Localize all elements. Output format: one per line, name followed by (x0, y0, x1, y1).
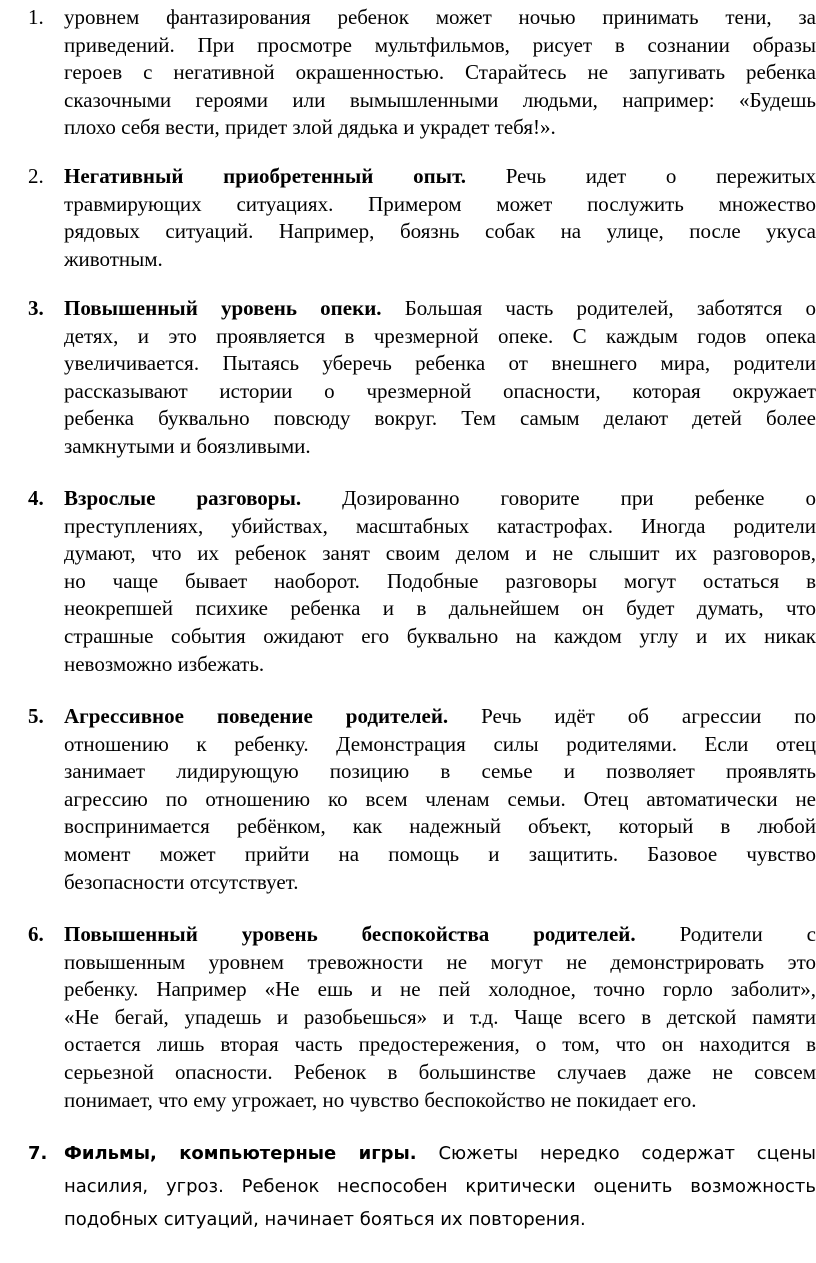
item-body (64, 921, 816, 1114)
text-line: но чаще бывает наоборот. Подобные разговоры могут остаться в (64, 568, 816, 593)
text-line: неокрепшей психике ребенка и в дальнейшем он будет думать, что (64, 596, 816, 621)
text-line: занимает лидирующую позицию в семье и позволяет проявлять (64, 759, 816, 784)
text-line: подобных ситуаций, начинает бояться их повторения. (64, 1209, 586, 1230)
text-line: понимает, что ему угрожает, но чувство беспокойство не покидает его. (64, 1087, 697, 1112)
text-line: замкнутыми и боязливыми. (64, 433, 311, 458)
text-line: преступлениях, убийствах, масштабных катастрофах. Иногда родители (64, 513, 816, 538)
item-text: Речь идет о пережитых (505, 164, 816, 188)
item-heading: Фильмы, компьютерные игры. (64, 1143, 417, 1164)
text-line-first (64, 1137, 816, 1170)
text-line-first (64, 921, 816, 949)
text-line-first (64, 295, 816, 323)
item-number: 3. (28, 296, 44, 320)
item-number: 1. (28, 5, 44, 29)
item-number: 2. (28, 164, 44, 188)
text-line: увеличивается. Пытаясь уберечь ребенка от внешнего мира, родители (64, 351, 816, 376)
item-number: 6. (28, 922, 44, 946)
text-line: повышенным уровнем тревожности не могут не демонстрировать это (64, 949, 816, 974)
item-heading: Агрессивное поведение родителей. (64, 704, 449, 728)
text-line: момент может прийти на помощь и защитить. Базовое чувство (64, 841, 816, 866)
text-line: насилия, угроз. Ребенок неспособен критически оценить возможность (64, 1176, 816, 1197)
text-line: плохо себя вести, придет злой дядька и украдет тебя!». (64, 115, 556, 140)
text-line: «Не бегай, упадешь и разобьешься» и т.д. Чаще всего в детской памяти (64, 1004, 816, 1029)
text-line: травмирующих ситуациях. Примером может послужить множество (64, 191, 816, 216)
text-line: сказочными героями или вымышленными людьми, например: «Будешь (64, 87, 816, 112)
text-line: страшные события ожидают его буквально на каждом углу и их никак (64, 623, 816, 648)
text-line: приведений. При просмотре мультфильмов, рисует в сознании образы (64, 32, 816, 57)
text-line: рассказывают истории о чрезмерной опасности, которая окружает (64, 378, 816, 403)
text-line: ребенка буквально повсюду вокруг. Тем самым делают детей более (64, 406, 816, 431)
item-body (64, 163, 816, 273)
text-line: ребенку. Например «Не ешь и не пей холодное, точно горло заболит», (64, 977, 816, 1002)
item-body (64, 1137, 816, 1236)
item-number: 4. (28, 486, 44, 510)
text-line: невозможно избежать. (64, 651, 265, 676)
item-heading: Повышенный уровень опеки. (64, 296, 382, 320)
item-text: Дозированно говорите при ребенке о (342, 486, 816, 510)
text-line-first (64, 485, 816, 513)
item-text: Сюжеты нередко содержат сцены (438, 1143, 816, 1164)
text-line: агрессию по отношению ко всем членам семьи. Отец автоматически не (64, 786, 816, 811)
item-text: Речь идёт об агрессии по (481, 704, 816, 728)
item-heading: Негативный приобретенный опыт. (64, 164, 467, 188)
text-line: детях, и это проявляется в чрезмерной опеке. С каждым годов опека (64, 323, 816, 348)
text-line-first (64, 163, 816, 191)
text-line: отношению к ребенку. Демонстрация силы родителями. Если отец (64, 731, 816, 756)
text-line: безопасности отсутствует. (64, 869, 299, 894)
text-line: думают, что их ребенок занят своим делом и не слышит их разговоров, (64, 541, 816, 566)
item-body (64, 703, 816, 896)
text-line: героев с негативной окрашенностью. Старайтесь не запугивать ребенка (64, 60, 816, 85)
text-line: воспринимается ребёнком, как надежный объект, который в любой (64, 814, 816, 839)
text-line: остается лишь вторая часть предостережения, о том, что он находится в (64, 1032, 816, 1057)
text-line: рядовых ситуаций. Например, боязнь собак на улице, после укуса (64, 219, 816, 244)
text-line: серьезной опасности. Ребенок в большинстве случаев даже не совсем (64, 1059, 816, 1084)
item-heading: Повышенный уровень беспокойства родителей. (64, 922, 636, 946)
item-body (64, 485, 816, 678)
text-line: уровнем фантазирования ребенок может ночью принимать тени, за (64, 5, 816, 29)
item-text: Большая часть родителей, заботятся о (404, 296, 816, 320)
text-line: животным. (64, 246, 163, 271)
item-body (64, 295, 816, 461)
item-number: 5. (28, 704, 44, 728)
text-line-first (64, 703, 816, 731)
item-text: Родители с (679, 922, 816, 946)
item-number: 7. (28, 1143, 48, 1164)
item-heading: Взрослые разговоры. (64, 486, 302, 510)
item-body (64, 4, 816, 142)
